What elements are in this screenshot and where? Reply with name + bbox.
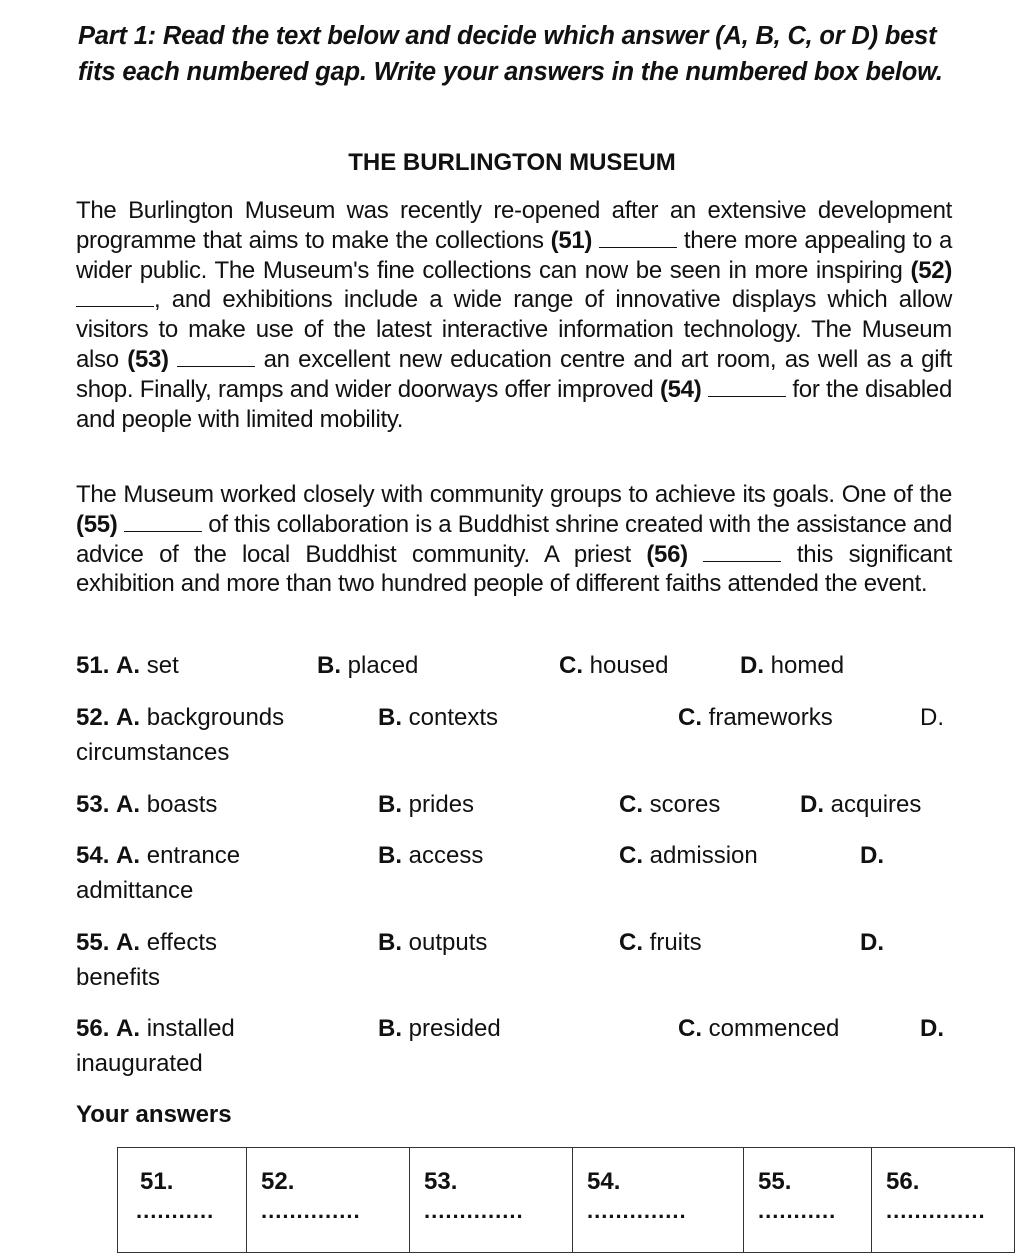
- p2-text-2: of this collaboration is a Buddhist shrine created with the assistance and advice of the local Buddhist community. A priest: [76, 510, 952, 568]
- gap-56-blank[interactable]: [703, 541, 781, 562]
- q54-option-b[interactable]: B. access: [378, 842, 484, 869]
- answer-cell-53[interactable]: [410, 1148, 573, 1253]
- p2-text-3: this significant exhibition and more than two hundred people of different faiths attended the event.: [76, 540, 952, 598]
- p1-text-1: The Burlington Museum was recently re-opened after an extensive development programme that aims to make the collections: [76, 197, 952, 254]
- gap-55-blank[interactable]: [124, 511, 202, 532]
- q54-option-d-label[interactable]: D.: [860, 842, 884, 869]
- p1-text-5: for the disabled and people with limited mobility.: [76, 375, 952, 433]
- answer-num-53: 53.: [424, 1168, 458, 1195]
- answer-blank-55[interactable]: ...........: [758, 1198, 837, 1223]
- gap-54-blank[interactable]: [708, 376, 786, 397]
- answer-cell-51[interactable]: [118, 1148, 247, 1253]
- q56-option-d[interactable]: inaugurated: [76, 1050, 203, 1077]
- gap-52-blank[interactable]: [76, 286, 154, 307]
- gap-label-53: (53): [127, 345, 169, 373]
- passage-title: THE BURLINGTON MUSEUM: [348, 149, 676, 176]
- q55-option-d[interactable]: benefits: [76, 964, 161, 991]
- gap-label-55: (55): [76, 510, 118, 538]
- answer-cell-55[interactable]: [744, 1148, 872, 1253]
- p1-text-3: , and exhibitions include a wide range of innovative displays which allow visitors to make use of the latest interactive information technology. The Museum also: [76, 286, 952, 373]
- q54-option-a[interactable]: 54. A. entrance: [76, 842, 241, 869]
- gap-label-54: (54): [659, 375, 702, 403]
- q55-option-b[interactable]: B. outputs: [378, 929, 488, 956]
- gap-51-blank[interactable]: [599, 227, 677, 248]
- q51-option-b[interactable]: B. placed: [317, 652, 419, 679]
- q55-option-d-label[interactable]: D.: [860, 929, 884, 956]
- q51-option-c[interactable]: C. housed: [559, 652, 669, 679]
- q52-option-d[interactable]: circumstances: [76, 739, 230, 766]
- p2-text-1: The Museum worked closely with community groups to achieve its goals. One of the: [76, 481, 952, 508]
- gap-label-52: (52): [910, 256, 953, 284]
- q53-option-a[interactable]: 53. A. boasts: [76, 791, 218, 818]
- q51-option-d[interactable]: D. homed: [740, 652, 845, 679]
- q52-option-b[interactable]: B. contexts: [378, 704, 499, 731]
- answer-blank-54[interactable]: ..............: [587, 1198, 687, 1223]
- answer-cell-52[interactable]: [247, 1148, 410, 1253]
- p1-text-2: there more appealing to a wider public. The Museum's fine collections can now be seen in more inspiring: [76, 226, 952, 284]
- q53-option-c[interactable]: C. scores: [619, 791, 721, 818]
- answer-num-56: 56.: [886, 1168, 920, 1195]
- q55-option-a[interactable]: 55. A. effects: [76, 929, 217, 956]
- answer-cell-56[interactable]: [872, 1148, 1015, 1253]
- q52-option-d-label[interactable]: D.: [920, 704, 944, 731]
- q54-option-c[interactable]: C. admission: [619, 842, 758, 869]
- answer-blank-52[interactable]: ..............: [261, 1198, 361, 1223]
- gap-53-blank[interactable]: [177, 346, 255, 367]
- q56-option-c[interactable]: C. commenced: [678, 1015, 840, 1042]
- q53-option-d[interactable]: D. acquires: [800, 791, 922, 818]
- q52-option-c[interactable]: C. frameworks: [678, 704, 833, 731]
- answer-num-54: 54.: [587, 1168, 621, 1195]
- instructions: Part 1: Read the text below and decide which answer (A, B, C, or D) best fits each numbered gap. Write your answers in the numbered box below.: [78, 22, 943, 86]
- answer-num-51: 51.: [140, 1168, 174, 1195]
- p1-text-4: an excellent new education centre and art room, as well as a gift shop. Finally, ramps and wider doorways offer improved: [76, 345, 952, 403]
- answer-cell-54[interactable]: [573, 1148, 744, 1253]
- q54-option-d[interactable]: admittance: [76, 877, 194, 904]
- q53-option-b[interactable]: B. prides: [378, 791, 475, 818]
- passage-paragraph-1: [76, 196, 952, 434]
- answer-box-table: [117, 1147, 1015, 1253]
- q55-option-c[interactable]: C. fruits: [619, 929, 702, 956]
- answer-num-55: 55.: [758, 1168, 792, 1195]
- answer-blank-56[interactable]: ..............: [886, 1198, 986, 1223]
- q56-option-d-label[interactable]: D.: [920, 1015, 944, 1042]
- q51-option-a[interactable]: 51. A. set: [76, 652, 179, 679]
- answer-blank-51[interactable]: ...........: [136, 1198, 215, 1223]
- q56-option-a[interactable]: 56. A. installed: [76, 1015, 235, 1042]
- gap-label-51: (51): [550, 226, 593, 254]
- answer-blank-53[interactable]: ..............: [424, 1198, 524, 1223]
- q52-option-a[interactable]: 52. A. backgrounds: [76, 704, 285, 731]
- gap-label-56: (56): [646, 540, 688, 568]
- q56-option-b[interactable]: B. presided: [378, 1015, 501, 1042]
- answer-num-52: 52.: [261, 1168, 295, 1195]
- answers-label: Your answers: [76, 1101, 232, 1128]
- passage-paragraph-2: [76, 480, 952, 599]
